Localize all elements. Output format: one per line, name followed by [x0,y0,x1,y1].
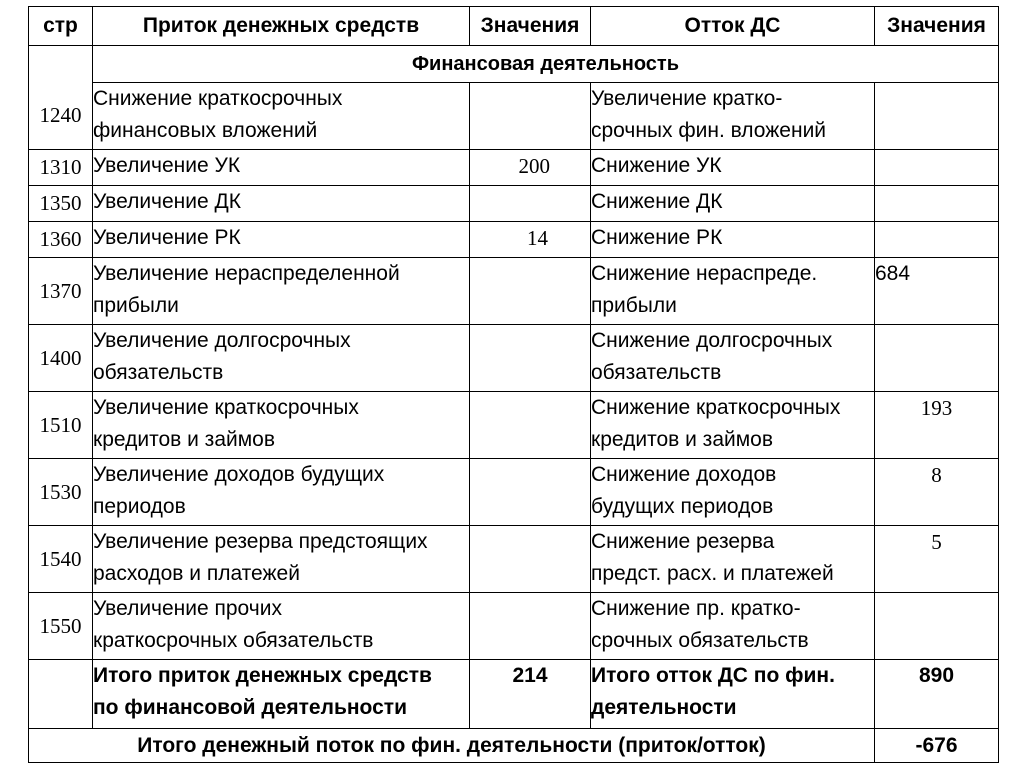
row-code: 1310 [29,150,93,186]
row-outflow: Увеличение кратко- срочных фин. вложений [591,83,875,150]
table-row [29,392,999,459]
grand-total-label: Итого денежный поток по фин. деятельности (приток/отток) [29,729,875,763]
section-row [29,46,999,83]
table-row [29,150,999,186]
grand-total-value: -676 [875,729,999,763]
row-outflow-value [875,150,999,186]
total-inflow-value: 214 [470,660,591,729]
row-outflow: Снижение УК [591,150,875,186]
row-outflow: Снижение ДК [591,186,875,222]
total-outflow-value: 890 [875,660,999,729]
row-inflow-value [470,459,591,526]
row-inflow: Увеличение ДК [93,186,470,222]
row-outflow: Снижение нераспреде. прибыли [591,258,875,325]
row-code: 1360 [29,222,93,258]
table-row [29,83,999,150]
row-outflow-value [875,186,999,222]
header-outflow-value: Значения [875,7,999,46]
row-inflow: Увеличение УК [93,150,470,186]
header-row [29,7,999,46]
grand-total-row [29,729,999,763]
table-row [29,526,999,593]
row-inflow: Увеличение нераспределенной прибыли [93,258,470,325]
financial-activity-table [28,6,999,763]
total-inflow-label: Итого приток денежных средств по финансовой деятельности [93,660,470,729]
table-row [29,222,999,258]
row-outflow-value: 684 [875,258,999,325]
row-outflow-value [875,593,999,660]
totals-empty-cell [29,660,93,729]
row-code: 1350 [29,186,93,222]
row-inflow: Увеличение РК [93,222,470,258]
row-code: 1370 [29,258,93,325]
row-outflow-value: 8 [875,459,999,526]
header-code: стр [29,7,93,46]
row-outflow: Снижение РК [591,222,875,258]
table-row [29,325,999,392]
row-inflow-value [470,83,591,150]
row-inflow-value [470,258,591,325]
row-inflow: Увеличение прочих краткосрочных обязательств [93,593,470,660]
row-code: 1550 [29,593,93,660]
totals-row [29,660,999,729]
row-inflow-value: 200 [470,150,591,186]
row-inflow-value [470,526,591,593]
table-row [29,186,999,222]
section-empty-cell [29,46,93,83]
row-code: 1240 [29,83,93,150]
total-outflow-label: Итого отток ДС по фин. деятельности [591,660,875,729]
row-inflow-value [470,325,591,392]
header-inflow: Приток денежных средств [93,7,470,46]
row-inflow: Увеличение краткосрочных кредитов и займов [93,392,470,459]
section-title: Финансовая деятельность [93,46,999,83]
row-inflow-value [470,186,591,222]
table-row [29,593,999,660]
row-outflow-value [875,325,999,392]
row-outflow: Снижение резерва предст. расх. и платежей [591,526,875,593]
row-code: 1530 [29,459,93,526]
row-outflow-value: 5 [875,526,999,593]
row-outflow-value [875,83,999,150]
row-inflow: Увеличение доходов будущих периодов [93,459,470,526]
row-code: 1510 [29,392,93,459]
row-inflow-value: 14 [470,222,591,258]
row-outflow-value [875,222,999,258]
row-outflow: Снижение долгосрочных обязательств [591,325,875,392]
row-code: 1540 [29,526,93,593]
row-outflow-value: 193 [875,392,999,459]
row-inflow-value [470,392,591,459]
header-inflow-value: Значения [470,7,591,46]
row-inflow: Снижение краткосрочных финансовых вложений [93,83,470,150]
row-code: 1400 [29,325,93,392]
header-outflow: Отток ДС [591,7,875,46]
row-inflow: Увеличение резерва предстоящих расходов и платежей [93,526,470,593]
row-outflow: Снижение пр. кратко- срочных обязательств [591,593,875,660]
table-row [29,459,999,526]
row-outflow: Снижение доходов будущих периодов [591,459,875,526]
row-inflow-value [470,593,591,660]
table-row [29,258,999,325]
row-outflow: Снижение краткосрочных кредитов и займов [591,392,875,459]
row-inflow: Увеличение долгосрочных обязательств [93,325,470,392]
